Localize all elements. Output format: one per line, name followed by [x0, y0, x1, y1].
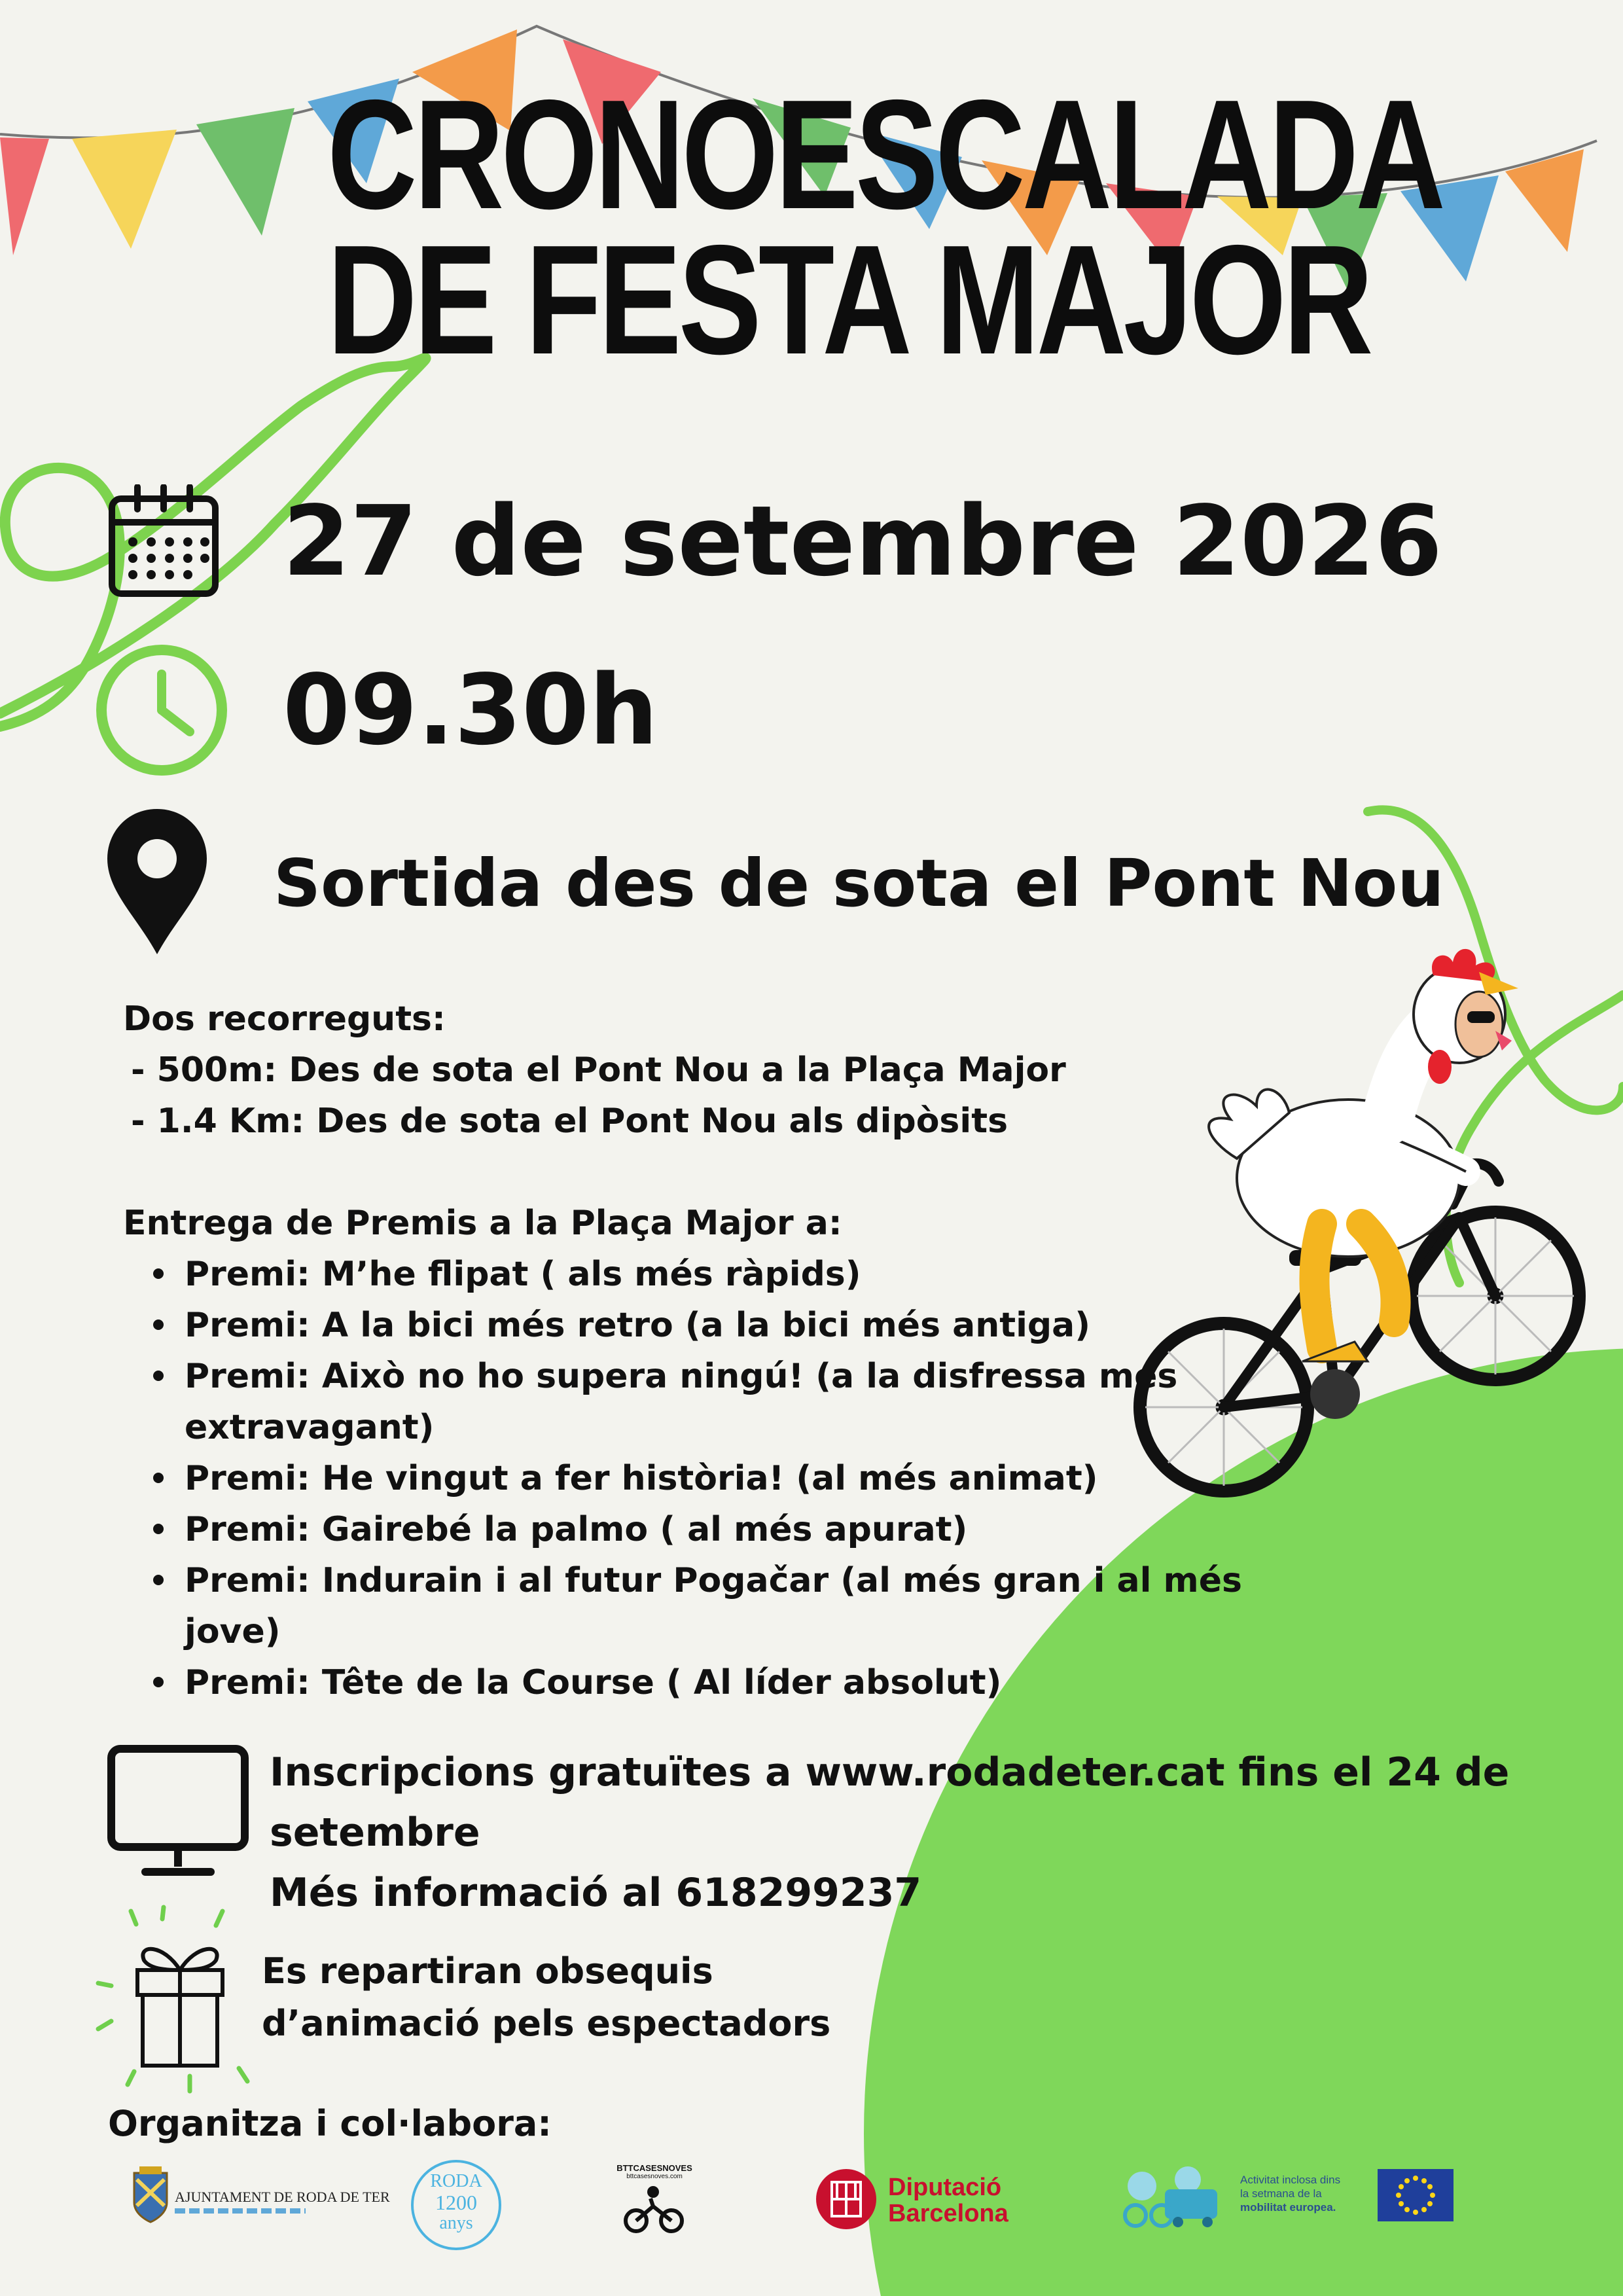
mobility-text: Activitat inclosa dins la setmana de la mobilitat europea.: [1240, 2174, 1341, 2214]
monitor-icon: [106, 1744, 250, 1881]
route-item: - 500m: Des de sota el Pont Nou a la Plaça Major: [131, 1050, 1066, 1090]
prize-item: Premi: He vingut a fer història! (al més animat): [123, 1453, 1242, 1504]
routes-section: [123, 994, 1066, 1147]
prize-item: Premi: Indurain i al futur Pogačar (al més gran i al més jove): [123, 1555, 1242, 1657]
clock-icon: [93, 641, 230, 779]
prize-item: Premi: Això no ho supera ningú! (a la disfressa més extravagant): [123, 1351, 1242, 1453]
prizes-section: [123, 1198, 1242, 1708]
more-info-phone: Més informació al 618299237: [270, 1870, 922, 1916]
prize-item: Premi: Gairebé la palmo ( al més apurat): [123, 1504, 1242, 1555]
prize-item: Premi: Tête de la Course ( Al líder absolut): [123, 1657, 1242, 1708]
routes-heading: Dos recorreguts:: [123, 999, 446, 1039]
gift-icon: [92, 1905, 255, 2094]
registration-info: [270, 1742, 1509, 1923]
event-date: 27 de setembre 2026: [283, 485, 1442, 598]
registration-line: setembre: [270, 1810, 480, 1856]
chicken-cyclist-illustration: [1126, 942, 1597, 1518]
btt-logo: BTTCASESNOVES bttcasesnoves.com: [612, 2163, 697, 2248]
wave-decoration: [175, 2208, 306, 2214]
event-location: Sortida des de sota el Pont Nou: [274, 845, 1444, 922]
shield-icon: [128, 2166, 173, 2225]
prizes-list: [123, 1249, 1242, 1708]
prizes-heading: Entrega de Premis a la Plaça Major a:: [123, 1204, 842, 1243]
gifts-line: Es repartiran obsequis: [262, 1950, 713, 1992]
roda-1200-logo: RODA 1200 anys: [411, 2160, 501, 2250]
diputacio-logo: Diputació Barcelona: [815, 2168, 1024, 2233]
ajuntament-name: AJUNTAMENT DE RODA DE TER: [175, 2189, 390, 2205]
route-item: - 1.4 Km: Des de sota el Pont Nou als dipòsits: [131, 1102, 1008, 1141]
prize-item: Premi: M’he flipat ( als més ràpids): [123, 1249, 1242, 1300]
title-line-2: DE FESTA MAJOR: [327, 213, 1370, 387]
registration-line: Inscripcions gratuïtes a www.rodadeter.cat fins el 24 de: [270, 1749, 1510, 1795]
title-line-1: CRONOESCALADA: [327, 68, 1443, 242]
diputacio-emblem-icon: [815, 2168, 878, 2231]
location-pin-icon: [105, 806, 209, 957]
mobility-illustration-icon: [1116, 2160, 1221, 2232]
prize-item: Premi: A la bici més retro (a la bici més antiga): [123, 1300, 1242, 1351]
ajuntament-logo: [128, 2166, 390, 2225]
gifts-line: d’animació pels espectadors: [262, 2003, 831, 2044]
eu-flag-icon: [1378, 2169, 1454, 2221]
organizers-heading: Organitza i col·labora:: [108, 2103, 552, 2144]
calendar-icon: [108, 484, 219, 599]
mobility-week-logo: [1116, 2160, 1456, 2238]
bicycle-icon: [622, 2180, 687, 2239]
gifts-info: [262, 1945, 830, 2050]
event-time: 09.30h: [283, 654, 658, 766]
